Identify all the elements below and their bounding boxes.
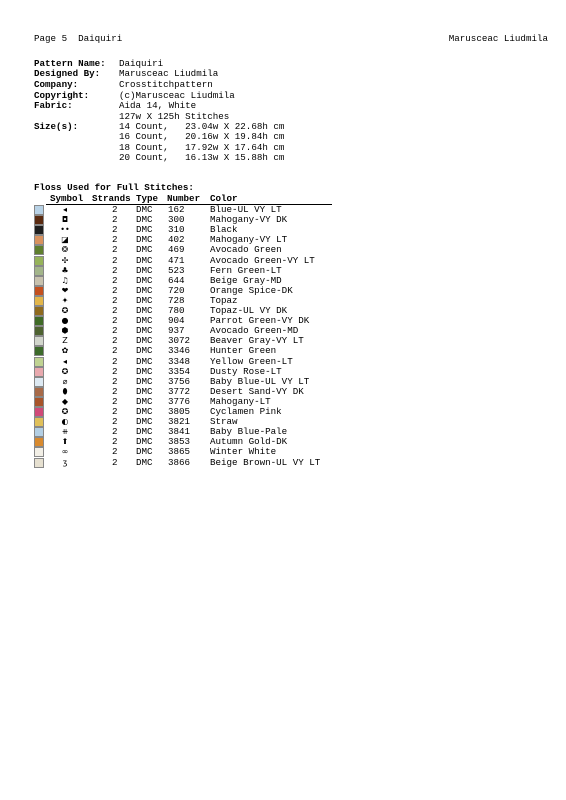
number-cell: 402: [168, 234, 185, 246]
strands-cell: 2: [112, 416, 118, 428]
info-label: Copyright:: [34, 90, 90, 101]
number-cell: 3346: [168, 345, 191, 357]
type-cell: DMC: [136, 224, 153, 236]
page-header-author: Marusceac Liudmila: [448, 33, 548, 44]
color-swatch: [34, 367, 44, 377]
stitch-symbol-icon: ◘: [61, 215, 69, 225]
number-cell: 937: [168, 325, 185, 337]
type-cell: DMC: [136, 355, 153, 367]
color-name-cell: Blue-UL VY LT: [210, 204, 282, 215]
number-cell: 904: [168, 315, 185, 327]
stitch-symbol-icon: Z: [62, 336, 68, 346]
number-cell: 644: [168, 274, 185, 286]
color-swatch: [34, 326, 44, 336]
type-cell: DMC: [136, 365, 153, 377]
stitch-symbol-icon: ✦: [61, 295, 69, 305]
color-name-cell: Desert Sand-VY DK: [210, 385, 304, 397]
color-swatch: [34, 316, 44, 326]
type-cell: DMC: [136, 335, 153, 347]
type-cell: DMC: [136, 264, 153, 276]
color-swatch: [34, 276, 44, 286]
info-label: Fabric:: [34, 100, 73, 111]
info-value: (c)Marusceac Liudmila: [119, 90, 235, 101]
type-cell: DMC: [136, 426, 153, 438]
color-swatch: [34, 266, 44, 276]
type-cell: DMC: [136, 406, 153, 417]
color-swatch: [34, 205, 44, 215]
color-swatch: [34, 296, 44, 306]
color-name-cell: Straw: [210, 416, 238, 428]
info-value: 14 Count, 23.04w X 22.68h cm: [119, 121, 285, 132]
stitch-symbol-icon: ❂: [61, 245, 69, 255]
type-cell: DMC: [136, 456, 153, 468]
color-swatch: [34, 215, 44, 225]
info-value: Aida 14, White: [119, 100, 197, 111]
stitch-symbol-icon: ⬢: [61, 326, 69, 336]
strands-cell: 2: [112, 224, 118, 236]
strands-cell: 2: [112, 436, 118, 448]
color-name-cell: Orange Spice-DK: [210, 284, 293, 296]
stitch-symbol-icon: ••: [60, 225, 70, 235]
color-swatch: [34, 377, 44, 387]
type-cell: DMC: [136, 294, 153, 306]
color-name-cell: Hunter Green: [210, 345, 277, 357]
number-cell: 3776: [168, 395, 191, 407]
type-cell: DMC: [136, 305, 153, 316]
type-cell: DMC: [136, 375, 153, 387]
number-cell: 728: [168, 294, 185, 306]
color-name-cell: Parrot Green-VY DK: [210, 315, 310, 327]
color-swatch: [34, 225, 44, 235]
number-cell: 3866: [168, 456, 191, 468]
floss-section-title: Floss Used for Full Stitches:: [34, 182, 194, 193]
color-name-cell: Beige Gray-MD: [210, 274, 282, 286]
stitch-symbol-icon: ♣: [61, 265, 69, 275]
strands-cell: 2: [112, 204, 118, 215]
number-cell: 780: [168, 305, 185, 316]
type-cell: DMC: [136, 254, 153, 266]
strands-cell: 2: [112, 375, 118, 387]
strands-cell: 2: [112, 254, 118, 266]
stitch-symbol-icon: ✪: [61, 407, 69, 416]
strands-cell: 2: [112, 214, 118, 226]
strands-cell: 2: [112, 345, 118, 357]
color-name-cell: Dusty Rose-LT: [210, 365, 282, 377]
color-swatch: [34, 427, 44, 437]
type-cell: DMC: [136, 234, 153, 246]
strands-cell: 2: [112, 264, 118, 276]
header-number: Number: [167, 193, 201, 204]
color-name-cell: Topaz: [210, 294, 238, 306]
stitch-symbol-icon: ⧺: [61, 427, 69, 437]
info-label: Designed By:: [34, 68, 101, 79]
info-value: Crosstitchpattern: [119, 79, 213, 90]
strands-cell: 2: [112, 325, 118, 337]
info-value: 16 Count, 20.16w X 19.84h cm: [119, 131, 285, 142]
color-swatch: [34, 417, 44, 427]
stitch-symbol-icon: ♫: [61, 275, 69, 285]
floss-row: [0, 357, 340, 367]
strands-cell: 2: [112, 305, 118, 316]
strands-cell: 2: [112, 294, 118, 306]
color-swatch: [34, 458, 44, 468]
color-swatch: [34, 407, 44, 417]
strands-cell: 2: [112, 335, 118, 347]
stitch-symbol-icon: ✪: [61, 306, 69, 315]
color-swatch: [34, 235, 44, 245]
stitch-symbol-icon: ◐: [61, 417, 69, 427]
color-name-cell: Baby Blue-Pale: [210, 426, 288, 438]
color-swatch: [34, 346, 44, 356]
type-cell: DMC: [136, 284, 153, 296]
stitch-symbol-icon: ⬮: [62, 386, 68, 396]
color-swatch: [34, 397, 44, 407]
type-cell: DMC: [136, 204, 153, 215]
color-name-cell: Yellow Green-LT: [210, 355, 293, 367]
type-cell: DMC: [136, 395, 153, 407]
number-cell: 162: [168, 204, 185, 215]
color-name-cell: Mahogany-LT: [210, 395, 271, 407]
info-value: Daiquiri: [119, 58, 164, 69]
color-swatch: [34, 286, 44, 296]
color-name-cell: Black: [210, 224, 238, 236]
stitch-symbol-icon: ✣: [61, 255, 69, 265]
info-value: 20 Count, 16.13w X 15.88h cm: [119, 152, 285, 163]
strands-cell: 2: [112, 385, 118, 397]
floss-row: [0, 256, 340, 266]
number-cell: 3354: [168, 365, 191, 377]
strands-cell: 2: [112, 355, 118, 367]
number-cell: 3772: [168, 385, 191, 397]
color-swatch: [34, 437, 44, 447]
number-cell: 300: [168, 214, 185, 226]
color-name-cell: Fern Green-LT: [210, 264, 282, 276]
color-swatch: [34, 447, 44, 457]
color-name-cell: Winter White: [210, 446, 277, 458]
strands-cell: 2: [112, 406, 118, 417]
color-name-cell: Avocado Green-MD: [210, 325, 299, 337]
stitch-symbol-icon: ⬆: [61, 437, 69, 447]
header-color: Color: [210, 193, 238, 204]
color-name-cell: Mahogany-VY DK: [210, 214, 288, 226]
color-name-cell: Topaz-UL VY DK: [210, 305, 288, 316]
page-header-title: Page 5 Daiquiri: [34, 33, 123, 44]
color-name-cell: Beaver Gray-VY LT: [210, 335, 304, 347]
floss-row: [0, 458, 340, 468]
number-cell: 3853: [168, 436, 191, 448]
stitch-symbol-icon: ʒ: [62, 457, 68, 467]
color-swatch: [34, 256, 44, 266]
color-swatch: [34, 357, 44, 367]
stitch-symbol-icon: ✿: [61, 346, 69, 356]
info-label: Company:: [34, 79, 79, 90]
type-cell: DMC: [136, 436, 153, 448]
info-value: 18 Count, 17.92w X 17.64h cm: [119, 142, 285, 153]
color-swatch: [34, 245, 44, 255]
color-name-cell: Autumn Gold-DK: [210, 436, 288, 448]
stitch-symbol-icon: ⌀: [62, 376, 68, 386]
stitch-symbol-icon: ◆: [61, 396, 69, 406]
strands-cell: 2: [112, 456, 118, 468]
type-cell: DMC: [136, 214, 153, 226]
color-name-cell: Beige Brown-UL VY LT: [210, 456, 321, 468]
info-label: Size(s):: [34, 121, 79, 132]
stitch-symbol-icon: ❤: [61, 285, 69, 295]
number-cell: 310: [168, 224, 185, 236]
color-name-cell: Avocado Green: [210, 244, 282, 256]
color-swatch: [34, 306, 44, 316]
number-cell: 3348: [168, 355, 191, 367]
info-value: Marusceac Liudmila: [119, 68, 219, 79]
strands-cell: 2: [112, 244, 118, 256]
floss-row: [0, 245, 340, 255]
type-cell: DMC: [136, 385, 153, 397]
strands-cell: 2: [112, 315, 118, 327]
strands-cell: 2: [112, 284, 118, 296]
info-label: Pattern Name:: [34, 58, 106, 69]
info-value: 127w X 125h Stitches: [119, 111, 230, 122]
type-cell: DMC: [136, 274, 153, 286]
strands-cell: 2: [112, 446, 118, 458]
color-name-cell: Cyclamen Pink: [210, 406, 282, 417]
floss-row: [0, 447, 340, 457]
floss-row: [0, 346, 340, 356]
stitch-symbol-icon: ●: [61, 316, 69, 326]
header-type: Type: [136, 193, 159, 204]
stitch-symbol-icon: ◪: [61, 235, 69, 245]
strands-cell: 2: [112, 234, 118, 246]
type-cell: DMC: [136, 416, 153, 428]
number-cell: 3841: [168, 426, 191, 438]
type-cell: DMC: [136, 315, 153, 327]
strands-cell: 2: [112, 426, 118, 438]
number-cell: 3865: [168, 446, 191, 458]
color-swatch: [34, 387, 44, 397]
number-cell: 3821: [168, 416, 191, 428]
number-cell: 3805: [168, 406, 191, 417]
number-cell: 523: [168, 264, 185, 276]
number-cell: 3072: [168, 335, 191, 347]
type-cell: DMC: [136, 325, 153, 337]
color-name-cell: Mahogany-VY LT: [210, 234, 288, 246]
color-name-cell: Baby Blue-UL VY LT: [210, 375, 310, 387]
type-cell: DMC: [136, 345, 153, 357]
type-cell: DMC: [136, 244, 153, 256]
type-cell: DMC: [136, 446, 153, 458]
number-cell: 469: [168, 244, 185, 256]
stitch-symbol-icon: ∞: [61, 447, 69, 457]
header-symbol: Symbol: [50, 193, 84, 204]
number-cell: 720: [168, 284, 185, 296]
number-cell: 471: [168, 254, 185, 266]
stitch-symbol-icon: ◂: [62, 356, 67, 366]
strands-cell: 2: [112, 274, 118, 286]
number-cell: 3756: [168, 375, 191, 387]
strands-cell: 2: [112, 365, 118, 377]
header-strands: Strands: [92, 193, 131, 204]
strands-cell: 2: [112, 395, 118, 407]
stitch-symbol-icon: ◂: [62, 205, 67, 214]
stitch-symbol-icon: ✪: [61, 366, 69, 376]
color-name-cell: Avocado Green-VY LT: [210, 254, 315, 266]
color-swatch: [34, 336, 44, 346]
